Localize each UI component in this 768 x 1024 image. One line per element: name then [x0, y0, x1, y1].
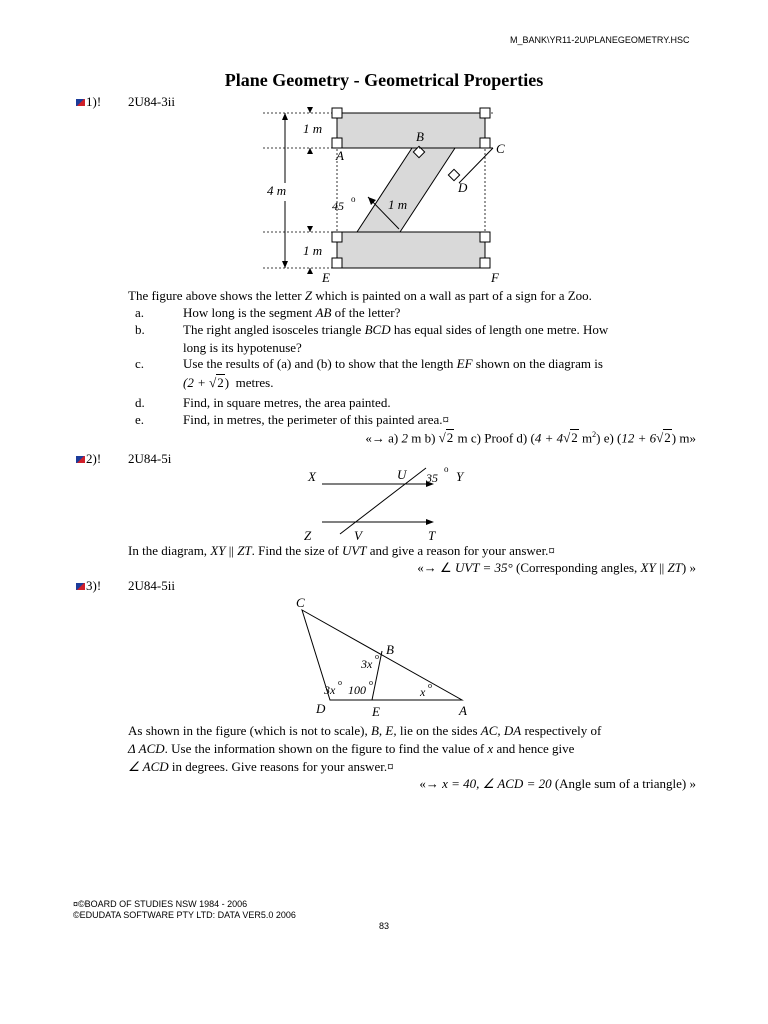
question-code: 2U84-5i	[128, 451, 172, 466]
flag-icon	[76, 456, 85, 463]
part-e-label: e.	[135, 412, 145, 427]
part-b-label: b.	[135, 322, 145, 337]
part-d-text: Find, in square metres, the area painted.	[183, 395, 391, 410]
label-V: V	[354, 528, 362, 542]
label-bot-1m: 1 m	[303, 243, 323, 258]
question-number: 2)!	[86, 451, 102, 466]
svg-text:o: o	[375, 652, 379, 661]
top-bar	[337, 113, 485, 148]
label-E: E	[372, 704, 380, 719]
label-angle-d: 3x	[324, 683, 336, 697]
page-number: 83	[378, 921, 389, 931]
label-A: A	[459, 703, 467, 718]
label-Z: Z	[304, 528, 312, 542]
footer-copyright-edudata: ©EDUDATA SOFTWARE PTY LTD: DATA VER5.0 2006	[73, 910, 296, 920]
question-1-intro: The figure above shows the letter Z which is painted on a wall as part of a sign for a Zoo.	[128, 288, 592, 303]
part-d-label: d.	[135, 395, 145, 410]
part-c-text: Use the results of (a) and (b) to show that the length EF shown on the diagram is	[183, 356, 603, 371]
label-angle-b: 3x	[361, 657, 373, 671]
question-3-answer: «→ x = 40, ∠ ACD = 20 (Angle sum of a triangle) »	[419, 776, 696, 791]
part-c-expression: (2 + √2) metres.	[183, 375, 274, 390]
question-code: 2U84-5ii	[128, 578, 175, 593]
footer-copyright-board: ¤©BOARD OF STUDIES NSW 1984 - 2006	[73, 899, 248, 909]
label-C: C	[496, 141, 505, 156]
question-number: 3)!	[86, 578, 102, 593]
label-C: C	[296, 595, 305, 610]
label-angle-e: 100	[348, 683, 366, 697]
part-e-text: Find, in metres, the perimeter of this painted area.¤	[183, 412, 450, 427]
flag-icon	[76, 583, 85, 590]
label-X: X	[308, 469, 316, 484]
label-4m: 4 m	[267, 183, 287, 198]
label-B: B	[416, 129, 424, 144]
bottom-bar	[337, 232, 485, 268]
question-2-answer: «→ ∠ UVT = 35° (Corresponding angles, XY || ZT) »	[417, 560, 696, 575]
page-title: Plane Geometry - Geometrical Properties	[224, 70, 544, 90]
label-B: B	[386, 642, 394, 657]
label-U: U	[397, 467, 407, 482]
question-1-header	[76, 94, 101, 110]
flag-icon	[76, 99, 85, 106]
svg-text:o: o	[351, 194, 356, 204]
header-path: M_BANK\YR11-2U\PLANEGEOMETRY.HSC	[510, 35, 690, 45]
label-top-1m: 1 m	[303, 121, 323, 136]
svg-text:o: o	[369, 678, 373, 687]
question-number: 1)!	[86, 94, 102, 109]
svg-text:o: o	[444, 464, 449, 474]
label-A: A	[336, 148, 344, 163]
part-b-text: The right angled isosceles triangle BCD has equal sides of length one metre. How long is its hypotenuse?	[183, 322, 609, 355]
part-a-text: How long is the segment AB of the letter?	[183, 305, 401, 320]
label-D: D	[458, 180, 468, 195]
z-letter-diagram	[255, 105, 515, 285]
question-1-answer: «→ a) 2 m b) √2 m c) Proof d) (4 + 4√2 $m^2$) e) (12 + 6√2) m»	[365, 430, 696, 446]
question-2-header	[76, 451, 101, 467]
label-mid-1m: 1 m	[388, 197, 408, 212]
svg-text:o: o	[338, 678, 342, 687]
label-35-angle: 35	[426, 471, 438, 485]
diagonal-bar	[357, 148, 455, 232]
question-code: 2U84-3ii	[128, 94, 175, 109]
parallel-lines-diagram	[300, 462, 480, 542]
part-c-label: c.	[135, 356, 145, 371]
question-2-text: In the diagram, XY || ZT. Find the size of UVT and give a reason for your answer.¤	[128, 543, 555, 558]
triangle-diagram	[285, 592, 485, 722]
label-45-angle: 45	[332, 199, 344, 213]
label-E: E	[322, 270, 330, 285]
question-3-header	[76, 578, 101, 594]
label-Y: Y	[456, 469, 464, 484]
part-a-label: a.	[135, 305, 145, 320]
label-F: F	[491, 270, 499, 285]
label-angle-a: x	[420, 685, 426, 699]
question-3-text: As shown in the figure (which is not to scale), B, E, lie on the sides AC, DA respectively of Δ ACD. Use the information shown on the figure to find the value of x and hence give ∠ ACD in degrees. Give reasons for your answer.¤	[128, 723, 602, 774]
label-D: D	[316, 701, 326, 716]
svg-text:o: o	[428, 681, 432, 690]
label-T: T	[428, 528, 436, 542]
